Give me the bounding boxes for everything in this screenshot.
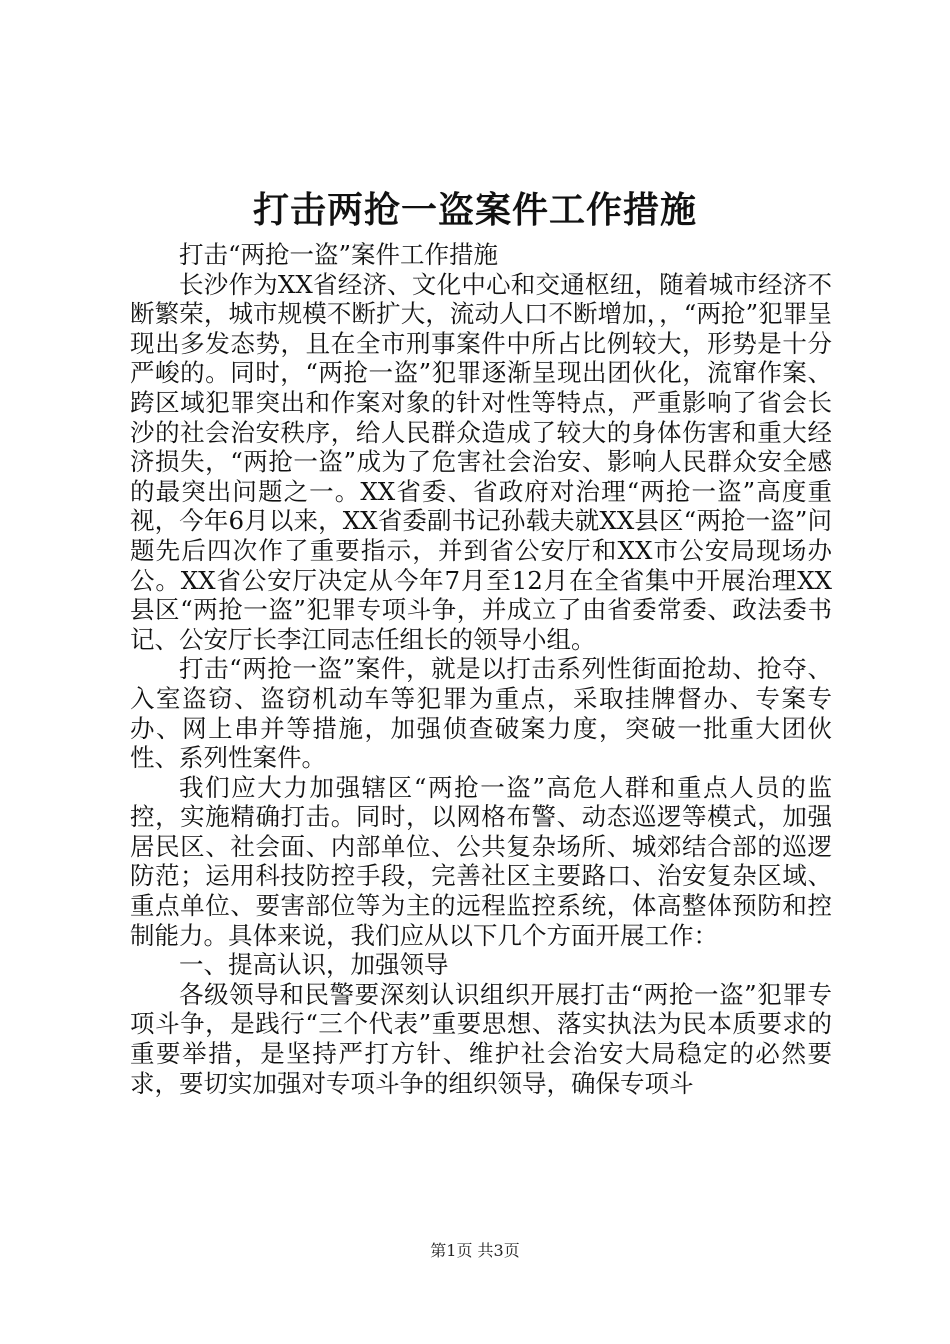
paragraph-leadership: 各级领导和民警要深刻认识组织开展打击“两抢一盗”犯罪专项斗争，是践行“三个代表”重要思想、落实执法为民本质要求的重要举措，是坚持严打方针、维护社会治安大局稳定的必然要求，要切实加强对专项斗争的组织领导，确保专项斗 (130, 979, 832, 1098)
page-footer: 第1页 共3页 (430, 1241, 520, 1260)
paragraph-background: 长沙作为XX省经济、文化中心和交通枢纽，随着城市经济不断繁荣，城市规模不断扩大，流动人口不断增加，，“两抢”犯罪呈现出多发态势，且在全市刑事案件中所占比例较大，形势是十分严峻的。同时，“两抢一盗”犯罪逐渐呈现出团伙化，流窜作案、跨区域犯罪突出和作案对象的针对性等特点，严重影响了省会长沙的社会治安秩序，给人民群众造成了较大的身体伤害和重大经济损失，“两抢一盗”成为了危害社会治安、影响人民群众安全感的最突出问题之一。XX省委、省政府对治理“两抢一盗”高度重视，今年6月以来，XX省委副书记孙载夫就XX县区“两抢一盗”问题先后四次作了重要指示，并到省公安厅和XX市公安局现场办公。XX省公安厅决定从今年7月至12月在全省集中开展治理XX县区“两抢一盗”犯罪专项斗争，并成立了由省委常委、政法委书记、公安厅长李江同志任组长的领导小组。 (130, 269, 832, 654)
paragraph-monitoring: 我们应大力加强辖区“两抢一盗”高危人群和重点人员的监控，实施精确打击。同时，以网格布警、动态巡逻等模式，加强居民区、社会面、内部单位、公共复杂场所、城郊结合部的巡逻防范；运用科技防控手段，完善社区主要路口、治安复杂区域、重点单位、要害部位等为主的远程监控系统，体高整体预防和控制能力。具体来说，我们应从以下几个方面开展工作： (130, 772, 832, 950)
document-title: 打击两抢一盗案件工作措施 (252, 189, 697, 231)
paragraph-subtitle: 打击“两抢一盗”案件工作措施 (179, 240, 499, 269)
section-heading-1: 一、提高认识，加强领导 (179, 950, 449, 980)
paragraph-strike-focus: 打击“两抢一盗”案件，就是以打击系列性街面抢劫、抢夺、入室盗窃、盗窃机动车等犯罪为重点，采取挂牌督办、专案专办、网上串并等措施，加强侦查破案力度，突破一批重大团伙性、系列性案件。 (130, 654, 832, 773)
document-body (130, 240, 832, 1098)
